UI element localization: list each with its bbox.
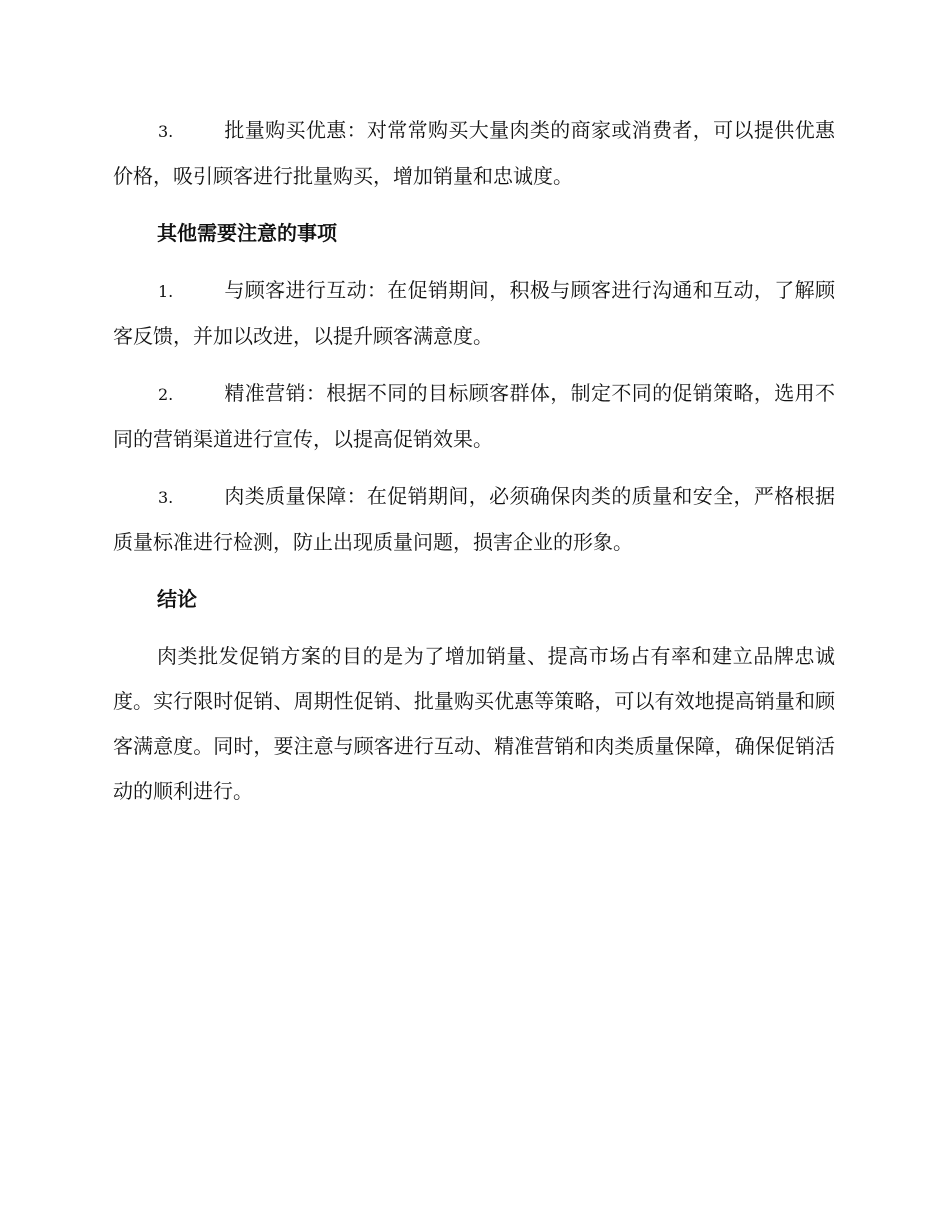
list-number: 3. xyxy=(158,122,174,141)
section-heading-conclusion: 结论 xyxy=(157,587,197,611)
list-item-text: 批量购买优惠：对常常购买大量肉类的商家或消费者，可以提供优惠价格，吸引顾客进行批量购买，增加销量和忠诚度。 xyxy=(113,118,835,188)
list-item-text: 精准营销：根据不同的目标顾客群体，制定不同的促销策略，选用不同的营销渠道进行宣传，以提高促销效果。 xyxy=(113,381,835,451)
document-body xyxy=(113,108,835,826)
conclusion-paragraph: 肉类批发促销方案的目的是为了增加销量、提高市场占有率和建立品牌忠诚度。实行限时促销、周期性促销、批量购买优惠等策略，可以有效地提高销量和顾客满意度。同时，要注意与顾客进行互动、精准营销和肉类质量保障，确保促销活动的顺利进行。 xyxy=(113,644,835,803)
notes-item-1 xyxy=(113,268,835,359)
promo-item-3 xyxy=(113,108,835,199)
list-item-text: 与顾客进行互动：在促销期间，积极与顾客进行沟通和互动，了解顾客反馈，并加以改进，以提升顾客满意度。 xyxy=(113,278,835,348)
section-heading-notes: 其他需要注意的事项 xyxy=(157,221,337,245)
notes-item-2 xyxy=(113,371,835,462)
notes-item-3 xyxy=(113,474,835,565)
list-number: 2. xyxy=(158,385,174,404)
list-item-text: 肉类质量保障：在促销期间，必须确保肉类的质量和安全，严格根据质量标准进行检测，防止出现质量问题，损害企业的形象。 xyxy=(113,484,835,554)
list-number: 1. xyxy=(158,282,174,301)
list-number: 3. xyxy=(158,488,174,507)
